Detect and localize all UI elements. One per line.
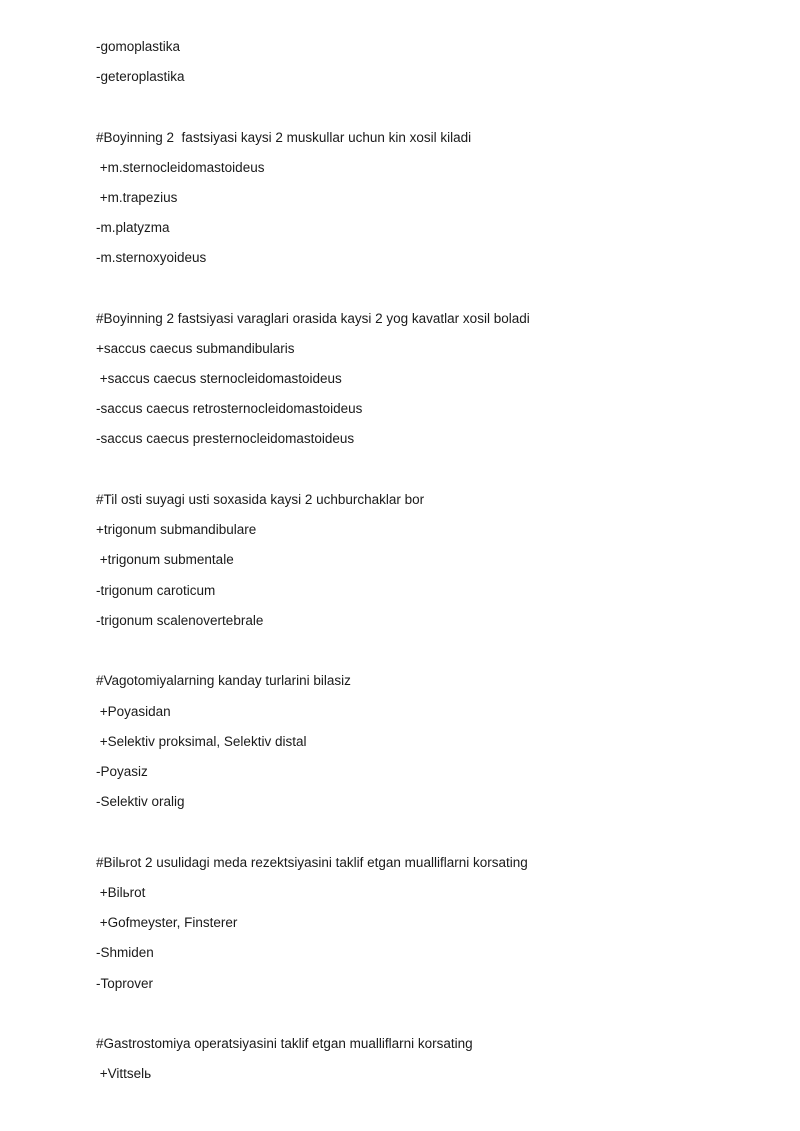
answer-line: +Bilьrot [96, 885, 146, 900]
answer-line: -saccus caecus presternocleidomastoideus [96, 431, 355, 446]
answer-line: -trigonum caroticum [96, 583, 216, 598]
question-line: #Til osti suyagi usti soxasida kaysi 2 uchburchaklar bor [96, 492, 425, 507]
answer-line: -trigonum scalenovertebrale [96, 613, 264, 628]
answer-line: +Selektiv proksimal, Selektiv distal [96, 734, 307, 749]
answer-line: +trigonum submentale [96, 552, 234, 567]
question-line: #Boyinning 2 fastsiyasi varaglari orasida kaysi 2 yog kavatlar xosil boladi [96, 311, 530, 326]
answer-line: -Poyasiz [96, 764, 148, 779]
answer-line: +Gofmeyster, Finsterer [96, 915, 238, 930]
question-line: #Vagotomiyalarning kanday turlarini bilasiz [96, 673, 351, 688]
question-line: #Boyinning 2 fastsiyasi kaysi 2 muskullar uchun kin xosil kiladi [96, 130, 472, 145]
answer-line: +saccus caecus sternocleidomastoideus [96, 371, 342, 386]
answer-line: +saccus caecus submandibularis [96, 341, 295, 356]
answer-line: -geteroplastika [96, 69, 185, 84]
answer-line: +m.trapezius [96, 190, 178, 205]
answer-line: -Shmiden [96, 945, 154, 960]
answer-line: -saccus caecus retrosternocleidomastoideus [96, 401, 363, 416]
answer-line: -m.platyzma [96, 220, 170, 235]
answer-line: -Toprover [96, 976, 154, 991]
answer-line: -Selektiv oralig [96, 794, 185, 809]
answer-line: -m.sternoxyoideus [96, 250, 207, 265]
answer-line: +m.sternocleidomastoideus [96, 160, 265, 175]
answer-line: +Vittselь [96, 1066, 152, 1081]
question-line: #Bilьrot 2 usulidagi meda rezektsiyasini taklif etgan mualliflarni korsating [96, 855, 528, 870]
answer-line: -gomoplastika [96, 39, 181, 54]
answer-line: +trigonum submandibulare [96, 522, 257, 537]
answer-line: +Poyasidan [96, 704, 171, 719]
question-line: #Gastrostomiya operatsiyasini taklif etgan mualliflarni korsating [96, 1036, 473, 1051]
